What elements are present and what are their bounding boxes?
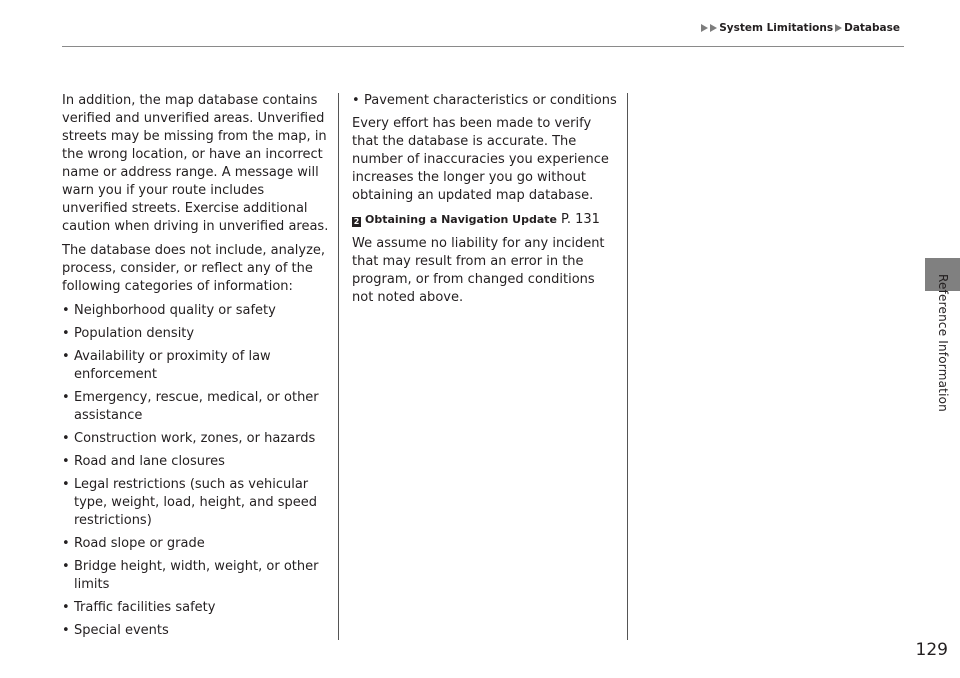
section-label: Reference Information (936, 274, 950, 412)
list-item: • Traffic facilities safety (62, 599, 330, 617)
breadcrumb-item-database[interactable]: Database (844, 22, 900, 34)
list-item: • Legal restrictions (such as vehicular type, weight, load, height, and speed restrictions) (62, 476, 330, 530)
paragraph: Every effort has been made to verify that the database is accurate. The number of inaccuracies you experience increases the longer you go without obtaining an updated map database. (352, 116, 609, 203)
column-divider (627, 93, 628, 640)
right-column (352, 92, 618, 313)
column-divider (338, 93, 339, 640)
paragraph: We assume no liability for any incident that may result from an error in the program, or from changed conditions not noted above. (352, 236, 605, 305)
list-item: • Population density (62, 325, 330, 343)
cross-reference-label[interactable]: Obtaining a Navigation Update (365, 213, 558, 226)
category-list-continued (352, 92, 618, 110)
cross-reference-link[interactable] (352, 211, 618, 229)
header-divider (62, 46, 904, 47)
arrow-right-icon (710, 24, 717, 32)
list-item: • Availability or proximity of law enforcement (62, 348, 330, 384)
paragraph: The database does not include, analyze, process, consider, or reflect any of the following categories of information: (62, 243, 326, 294)
breadcrumb-item-system-limitations[interactable]: System Limitations (719, 22, 834, 34)
list-item: • Pavement characteristics or conditions (352, 92, 618, 110)
left-column (62, 92, 330, 645)
page-number: 129 (915, 640, 948, 660)
arrow-right-icon (835, 24, 842, 32)
paragraph: In addition, the map database contains verified and unverified areas. Unverified streets may be missing from the map, in the wrong location, or have an incorrect name or address range. A message will warn you if your route includes unverified streets. Exercise additional caution when driving in unverified areas. (62, 93, 329, 234)
cross-reference-icon: 2 (353, 217, 360, 226)
list-item: • Bridge height, width, weight, or other limits (62, 558, 330, 594)
list-item: • Special events (62, 622, 330, 640)
list-item: • Road and lane closures (62, 453, 330, 471)
list-item: • Neighborhood quality or safety (62, 302, 330, 320)
list-item: • Emergency, rescue, medical, or other assistance (62, 389, 330, 425)
list-item: • Construction work, zones, or hazards (62, 430, 330, 448)
category-list (62, 302, 330, 640)
breadcrumb (701, 22, 902, 34)
cross-reference-page[interactable]: P. 131 (561, 212, 600, 227)
list-item: • Road slope or grade (62, 535, 330, 553)
arrow-right-icon (701, 24, 708, 32)
